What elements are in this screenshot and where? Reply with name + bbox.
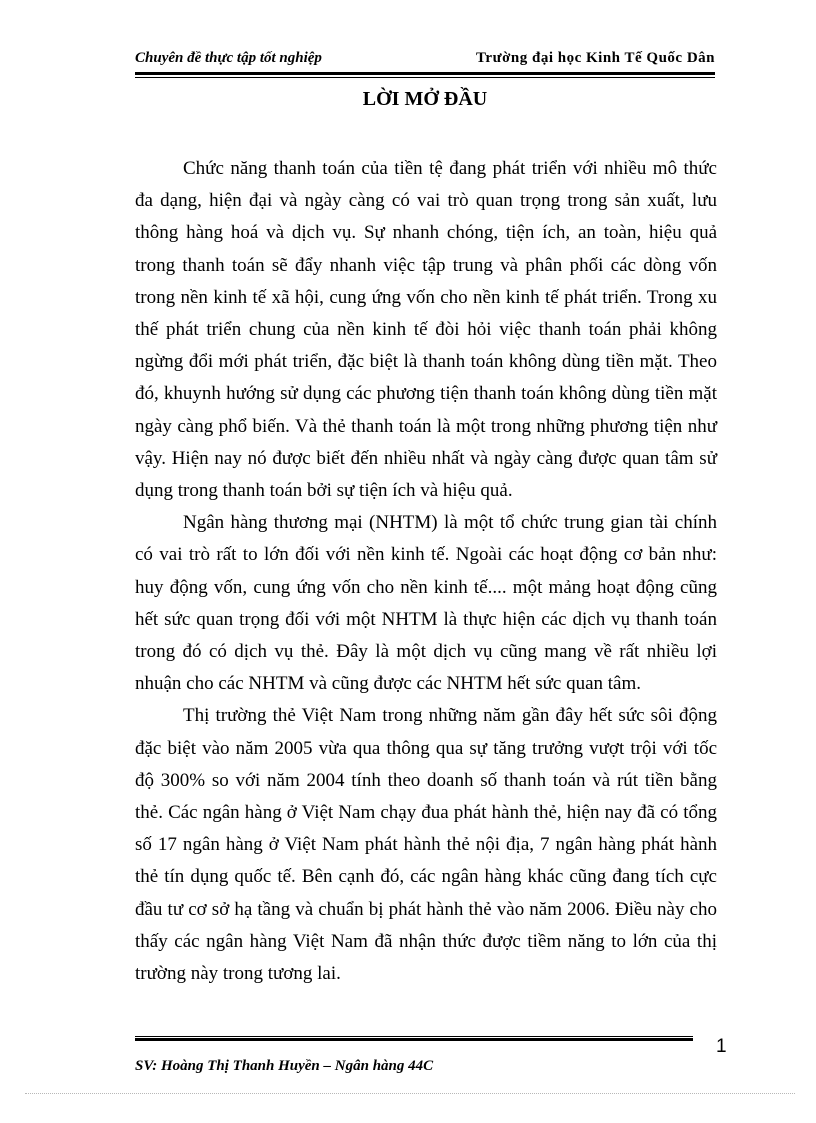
header-thesis-title: Chuyên đề thực tập tốt nghiệp	[135, 50, 322, 66]
page-title: LỜI MỞ ĐẦU	[362, 88, 488, 110]
page-header	[135, 50, 715, 72]
paragraph-3: Thị trường thẻ Việt Nam trong những năm gần đây hết sức sôi động đặc biệt vào năm 2005 vừa qua thông qua sự tăng trưởng vượt trội với tốc độ 300% so với năm 2004 tính theo doanh số thanh toán và rút tiền bằng thẻ. Các ngân hàng ở Việt Nam chạy đua phát hành thẻ, hiện nay đã có tổng số 17 ngân hàng ở Việt Nam phát hành thẻ nội địa, 7 ngân hàng phát hành thẻ tín dụng quốc tế. Bên cạnh đó, các ngân hàng khác cũng đang tích cực đầu tư cơ sở hạ tầng và chuẩn bị phát hành thẻ vào năm 2006. Điều này cho thấy các ngân hàng Việt Nam đã nhận thức được tiềm năng to lớn của thị trường này trong tương lai.	[135, 705, 717, 985]
header-university: Trường đại học Kinh Tế Quốc Dân	[476, 50, 715, 66]
paragraph-2: Ngân hàng thương mại (NHTM) là một tổ chức trung gian tài chính có vai trò rất to lớn đối với nền kinh tế. Ngoài các hoạt động cơ bản như: huy động vốn, cung ứng vốn cho nền kinh tế.... một mảng hoạt động cũng hết sức quan trọng đối với một NHTM là thực hiện các dịch vụ thanh toán trong đó có dịch vụ thẻ. Đây là một dịch vụ cũng mang về rất nhiều lợi nhuận cho các NHTM và cũng được các NHTM hết sức quan tâm.	[135, 512, 717, 695]
page-number: 1	[716, 1036, 727, 1057]
footer-divider	[135, 1038, 693, 1041]
header-divider	[135, 72, 715, 75]
footer-author: SV: Hoàng Thị Thanh Huyền – Ngân hàng 44C	[135, 1058, 434, 1074]
page-bottom-dotted-line	[25, 1093, 795, 1094]
paragraph-1: Chức năng thanh toán của tiền tệ đang phát triển với nhiều mô thức đa dạng, hiện đại và ngày càng có vai trò quan trọng trong sản xuất, lưu thông hàng hoá và dịch vụ. Sự nhanh chóng, tiện ích, an toàn, hiệu quả trong thanh toán sẽ đẩy nhanh việc tập trung và phân phối các dòng vốn trong nền kinh tế xã hội, cung ứng vốn cho nền kinh tế phát triển. Trong xu thế phát triển chung của nền kinh tế đòi hỏi việc thanh toán phải không ngừng đổi mới phát triển, đặc biệt là thanh toán không dùng tiền mặt. Theo đó, khuynh hướng sử dụng các phương tiện thanh toán không dùng tiền mặt ngày càng phổ biến. Và thẻ thanh toán là một trong những phương tiện như vậy. Hiện nay nó được biết đến nhiều nhất và ngày càng được quan tâm sử dụng trong thanh toán bởi sự tiện ích và hiệu quả.	[135, 158, 717, 502]
document-body	[135, 153, 717, 990]
